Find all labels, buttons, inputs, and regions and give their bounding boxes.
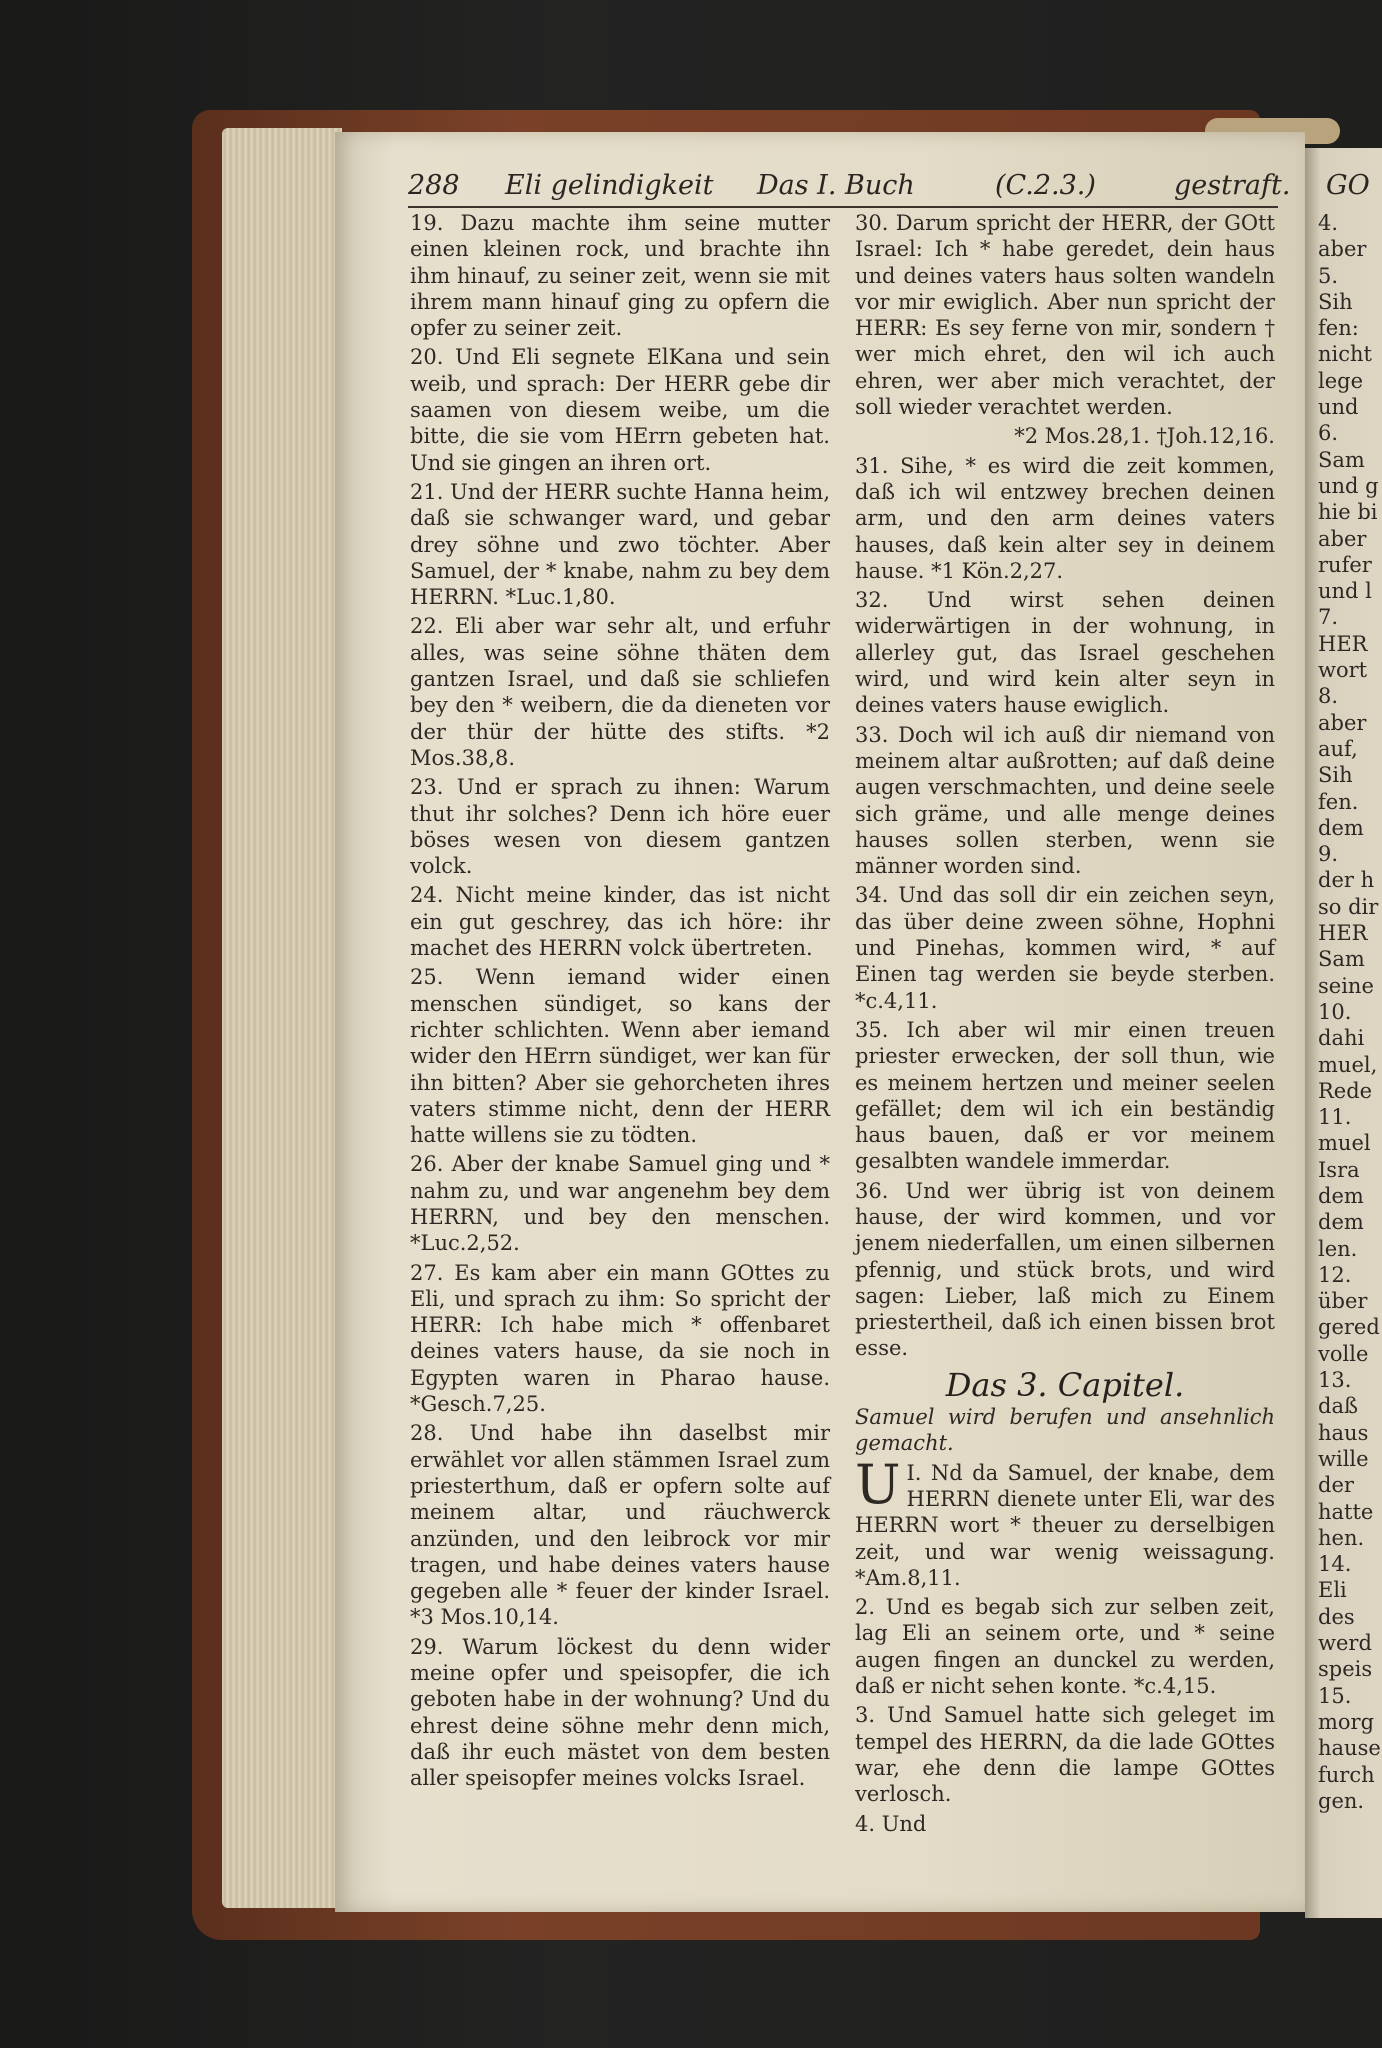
facing-page-fragment: Sam bbox=[1318, 447, 1365, 472]
facing-page-fragment: dahi bbox=[1318, 1026, 1365, 1051]
chapter-summary: Samuel wird berufen und ansehnlich gemacht. bbox=[855, 1405, 1275, 1456]
facing-page-fragment: gered bbox=[1318, 1315, 1380, 1340]
facing-page-fragment: rufer bbox=[1318, 552, 1372, 577]
verse-text: Nd da Samuel, der knabe, dem HERRN dienete unter Eli, war des HERRN wort * theuer zu derselbigen zeit, und war wenig weissagung. *Am.8,11. bbox=[855, 1460, 1275, 1590]
facing-page-fragment: und l bbox=[1318, 579, 1372, 604]
verse: 35. Ich aber wil mir einen treuen priester erwecken, der soll thun, wie es meinem hertzen und meiner seelen gefället; dem wil ich ein beständig haus bauen, daß er vor meinem gesalbten wandele immerdar. bbox=[855, 1017, 1275, 1174]
facing-page-fragment: 5. bbox=[1318, 263, 1339, 288]
facing-page-fragment: der bbox=[1318, 1473, 1354, 1498]
verse: 19. Dazu machte ihm seine mutter einen kleinen rock, und brachte ihn ihm hinauf, zu seiner zeit, wenn sie mit ihrem mann hinauf ging zu opfern die opfer zu seiner zeit. bbox=[410, 211, 830, 341]
running-head-left: Eli gelindigkeit bbox=[505, 170, 714, 201]
verse: 24. Nicht meine kinder, das ist nicht ein gut geschrey, das ich höre: ihr machet des HERRN volck übertreten. bbox=[410, 883, 830, 961]
facing-page-fragment: seine bbox=[1318, 973, 1374, 998]
facing-page-fragment: aber bbox=[1318, 526, 1367, 551]
verse: 34. Und das soll dir ein zeichen seyn, das über deine zween söhne, Hophni und Pinehas, kommen wird, * auf Einen tag werden sie beyde sterben. *c.4,11. bbox=[855, 883, 1275, 1013]
facing-page-fragment: dem bbox=[1318, 815, 1364, 840]
facing-page-fragment: aber bbox=[1318, 710, 1367, 735]
facing-page-fragment: und g bbox=[1318, 473, 1379, 498]
facing-page-fragment: 12. bbox=[1318, 1262, 1352, 1287]
facing-page-head: GO bbox=[1326, 170, 1370, 201]
facing-page-fragment: werd bbox=[1318, 1631, 1372, 1656]
facing-page-fragment: furch bbox=[1318, 1762, 1375, 1787]
facing-page-fragment: aber bbox=[1318, 237, 1367, 262]
verse: 3. Und Samuel hatte sich geleget im tempel des HERRN, da die lade GOttes war, ehe denn die lampe GOttes verlosch. bbox=[855, 1703, 1275, 1807]
facing-page-fragment: 7. bbox=[1318, 605, 1339, 630]
facing-page-fragment: 8. bbox=[1318, 684, 1339, 709]
text-column-left bbox=[410, 210, 830, 1795]
verse: 22. Eli aber war sehr alt, und erfuhr alles, was seine söhne thäten dem gantzen Israel, und daß sie schliefen bey den * weibern, die da dieneten vor der thür der hütte des stifts. *2 Mos.38,8. bbox=[410, 614, 830, 770]
verse: 28. Und habe ihn daselbst mir erwählet vor allen stämmen Israel zum priesterthum, daß er opfern solte auf meinem altar, und räuchwerck anzünden, und den leibrock vor mir tragen, und habe deines vaters hause gegeben alle * feuer der kinder Israel. *3 Mos.10,14. bbox=[410, 1421, 830, 1630]
chapter-heading: Das 3. Capitel. bbox=[945, 1365, 1185, 1404]
verse: 30. Darum spricht der HERR, der GOtt Israel: Ich * habe geredet, dein haus und deines vaters haus solten wandeln vor mir ewiglich. Aber nun spricht der HERR: Es sey ferne von mir, sondern † wer mich ehret, den wil ich auch ehren, wer aber mich verachtet, der soll wieder verachtet werden. bbox=[855, 211, 1275, 420]
facing-page-fragment: wille bbox=[1318, 1446, 1369, 1471]
facing-page-fragment: nicht bbox=[1318, 342, 1372, 367]
verse: 32. Und wirst sehen deinen widerwärtigen in der wohnung, in allerley gut, das Israel geschehen wird, und wird kein alter seyn in deines vaters hause ewiglich. bbox=[855, 588, 1275, 718]
drop-cap: U bbox=[855, 1452, 901, 1516]
facing-page-fragment: haus bbox=[1318, 1420, 1369, 1445]
facing-page-fragment: hause bbox=[1318, 1736, 1381, 1761]
verse: 36. Und wer übrig ist von deinem hause, der wird kommen, und vor jenem niederfallen, um einen silbernen pfennig, und stück brots, und wird sagen: Lieber, laß mich zu Einem priestertheil, daß ich einen bissen brot esse. bbox=[855, 1178, 1275, 1361]
catchword: 4. Und bbox=[855, 1811, 927, 1836]
facing-page-fragment: dem bbox=[1318, 1210, 1364, 1235]
facing-page-fragment: volle bbox=[1318, 1341, 1369, 1366]
page-number: 288 bbox=[408, 170, 460, 201]
verse: 33. Doch wil ich auß dir niemand von meinem altar außrotten; auf daß deine augen verschmachten, und deine seele sich gräme, und alle menge deines hauses sollen sterben, wenn sie männer worden sind. bbox=[855, 722, 1275, 879]
facing-page-fragment: len. bbox=[1318, 1236, 1358, 1261]
facing-page-fragment: Sih bbox=[1318, 289, 1353, 314]
facing-page-fragment: morg bbox=[1318, 1709, 1375, 1734]
facing-page-fragment: 10. bbox=[1318, 999, 1352, 1024]
verse: 2. Und es begab sich zur selben zeit, lag Eli an seinem orte, und * seine augen fingen an dunckel zu werden, daß er nicht sehen konte. *c.4,15. bbox=[855, 1595, 1275, 1699]
facing-page-fragment: Sih bbox=[1318, 763, 1353, 788]
verse: 31. Sihe, * es wird die zeit kommen, daß ich wil entzwey brechen deinen arm, und den arm deines vaters hauses, daß kein alter sey in deinem hause. *1 Kön.2,27. bbox=[855, 453, 1275, 583]
facing-page-fragment: muel bbox=[1318, 1131, 1371, 1156]
header-rule bbox=[408, 206, 1278, 208]
verse: 20. Und Eli segnete ElKana und sein weib, und sprach: Der HERR gebe dir saamen von diesem weibe, um die bitte, die sie vom HErrn gebeten hat. Und sie gingen an ihren ort. bbox=[410, 345, 830, 475]
facing-page-fragment: fen: bbox=[1318, 316, 1359, 341]
facing-page-fragment: 15. bbox=[1318, 1683, 1352, 1708]
running-head-right: gestraft. bbox=[1174, 170, 1291, 201]
verse-number: I. bbox=[906, 1460, 922, 1485]
facing-page-fragment: über bbox=[1318, 1289, 1368, 1314]
facing-page-fragment: HER bbox=[1318, 921, 1368, 946]
facing-page-fragment: der h bbox=[1318, 868, 1375, 893]
text-column-right bbox=[855, 210, 1275, 1840]
running-head-book: Das I. Buch bbox=[757, 170, 915, 201]
facing-page-fragment: des bbox=[1318, 1604, 1355, 1629]
cross-reference: *2 Mos.28,1. †Joh.12,16. bbox=[1014, 424, 1275, 449]
verse: 25. Wenn iemand wider einen menschen sündiget, so kans der richter schlichten. Wenn aber iemand wider den HErrn sündiget, wer kan für ihn bitten? Aber sie gehorcheten ihres vaters stimme nicht, denn der HERR hatte willens sie zu tödten. bbox=[410, 965, 830, 1148]
facing-page-fragment: und bbox=[1318, 395, 1359, 420]
facing-page-fragment: 11. bbox=[1318, 1105, 1352, 1130]
facing-page-fragment: speis bbox=[1318, 1657, 1373, 1682]
facing-page-fragment: so dir bbox=[1318, 894, 1379, 919]
verse-1 bbox=[855, 1452, 1275, 1591]
facing-page-fragment: daß bbox=[1318, 1394, 1358, 1419]
facing-page-fragment: 6. bbox=[1318, 421, 1339, 446]
facing-page-fragment: Isra bbox=[1318, 1157, 1360, 1182]
facing-page-fragment: hen. bbox=[1318, 1525, 1365, 1550]
facing-page-fragment: HER bbox=[1318, 631, 1368, 656]
facing-page-fragment: 9. bbox=[1318, 842, 1339, 867]
facing-page-fragment: hatte bbox=[1318, 1499, 1374, 1524]
facing-page-fragment: dem bbox=[1318, 1183, 1364, 1208]
facing-page-fragment: Eli bbox=[1318, 1578, 1347, 1603]
facing-page-fragment: wort bbox=[1318, 658, 1368, 683]
facing-page-fragment: 13. bbox=[1318, 1368, 1352, 1393]
facing-page-fragment: muel, bbox=[1318, 1052, 1378, 1077]
facing-page-fragment: gen. bbox=[1318, 1788, 1365, 1813]
page-edges bbox=[222, 128, 342, 1908]
verse: 21. Und der HERR suchte Hanna heim, daß sie schwanger ward, und gebar drey söhne und zwo töchter. Aber Samuel, der * knabe, nahm zu bey dem HERRN. *Luc.1,80. bbox=[410, 479, 830, 610]
facing-page-fragment: lege bbox=[1318, 368, 1364, 393]
facing-page-fragment: Sam bbox=[1318, 947, 1365, 972]
verse: 27. Es kam aber ein mann GOttes zu Eli, und sprach zu ihm: So spricht der HERR: Ich habe mich * offenbaret deines vaters hause, da sie noch in Egypten waren in Pharao hause. *Gesch.7,25. bbox=[410, 1260, 830, 1417]
facing-page-column bbox=[1318, 210, 1382, 1814]
verse: 29. Warum löckest du denn wider meine opfer und speisopfer, die ich geboten habe in der wohnung? Und du ehrest deine söhne mehr denn mich, daß ihr euch mästet von dem besten aller speisopfer meines volcks Israel. bbox=[410, 1634, 830, 1791]
verse: 23. Und er sprach zu ihnen: Warum thut ihr solches? Denn ich höre euer böses wesen von diesem gantzen volck. bbox=[410, 775, 830, 879]
verse: 26. Aber der knabe Samuel ging und * nahm zu, und war angenehm bey dem HERRN, und bey den menschen. *Luc.2,52. bbox=[410, 1152, 830, 1256]
running-head-chapter: (C.2.3.) bbox=[995, 170, 1096, 201]
facing-page-fragment: hie bi bbox=[1318, 500, 1378, 525]
facing-page-fragment: 14. bbox=[1318, 1552, 1352, 1577]
facing-page-fragment: Rede bbox=[1318, 1078, 1373, 1103]
facing-page-fragment: fen. bbox=[1318, 789, 1359, 814]
facing-page-fragment: 4. bbox=[1318, 211, 1339, 235]
facing-page-fragment: auf, bbox=[1318, 736, 1358, 761]
